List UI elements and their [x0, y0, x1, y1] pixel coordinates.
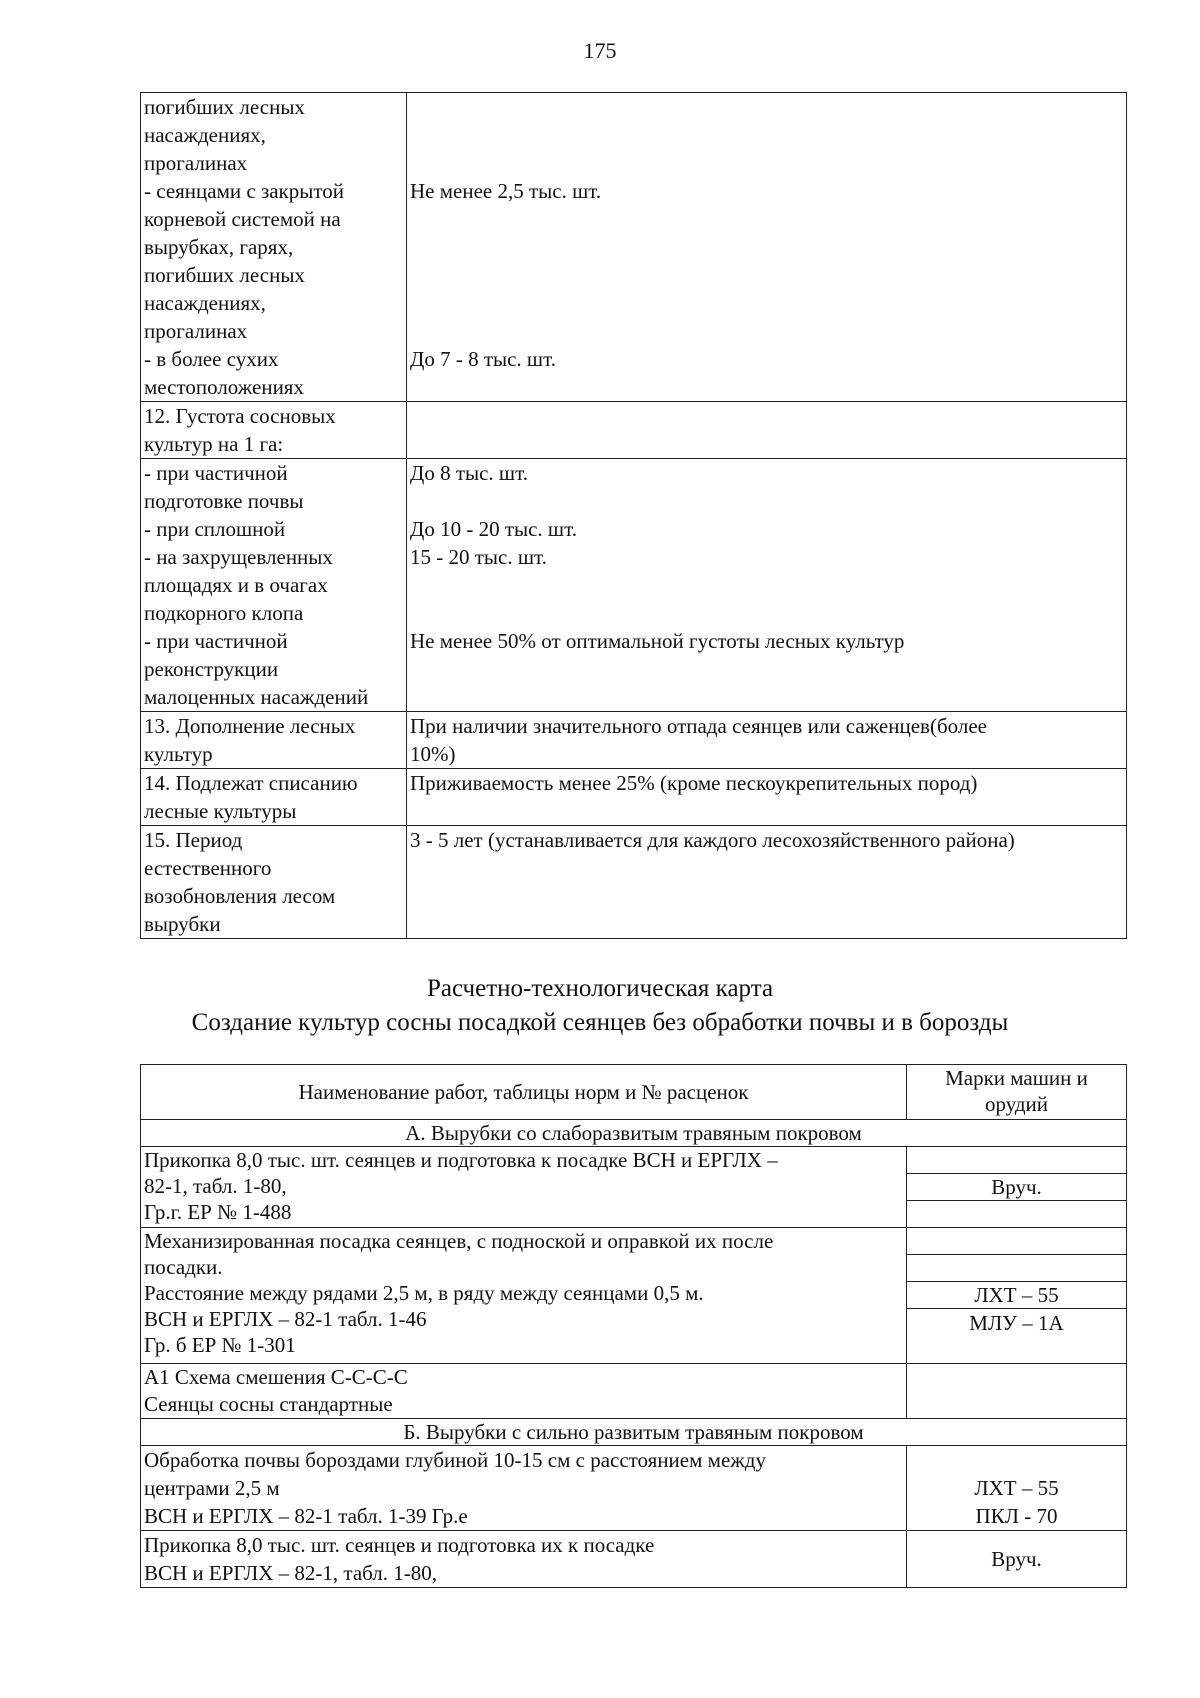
b-row2-machine: Вруч. — [907, 1531, 1127, 1588]
criteria-value-line: До 7 - 8 тыс. шт. — [410, 347, 556, 371]
header-machines: Марки машин и орудий — [907, 1065, 1127, 1120]
criteria-name-cell — [141, 826, 407, 939]
b-row1 — [141, 1446, 1127, 1531]
criteria-name-line: 12. Густота сосновых — [144, 404, 336, 428]
criteria-name-line: вырубках, гарях, — [144, 235, 294, 259]
criteria-name-line: вырубки — [144, 912, 221, 936]
criteria-value-cell — [407, 459, 1127, 712]
criteria-name-line: подготовке почвы — [144, 489, 304, 513]
criteria-table-body — [141, 93, 1127, 939]
criteria-value-line: 3 - 5 лет (устанавливается для каждого лесохозяйственного района) — [410, 828, 1015, 852]
criteria-value-line — [410, 683, 1123, 711]
criteria-value-line — [410, 149, 1123, 177]
b-row2-work: Прикопка 8,0 тыс. шт. сеянцев и подготовка их к посадке ВСН и ЕРГЛХ – 82-1, табл. 1-80, — [141, 1531, 907, 1588]
criteria-name-line: - при частичной — [144, 629, 288, 653]
tech-map-header-row — [141, 1065, 1127, 1120]
criteria-name-line: - при частичной — [144, 461, 288, 485]
criteria-name-line: насаждениях, — [144, 123, 266, 147]
criteria-name-line: малоценных насаждений — [144, 685, 369, 709]
a-row1-machine-blank2 — [907, 1201, 1127, 1228]
a-row1-work: Прикопка 8,0 тыс. шт. сеянцев и подготовка к посадке ВСН и ЕРГЛХ – 82-1, табл. 1-80, Гр.г. ЕР № 1-488 — [141, 1147, 907, 1228]
a-row1-machine: Вруч. — [907, 1174, 1127, 1201]
criteria-name-line: прогалинах — [144, 319, 248, 343]
criteria-name-line: прогалинах — [144, 151, 248, 175]
a-row2-machine2: МЛУ – 1А — [907, 1309, 1127, 1364]
criteria-value-line — [410, 317, 1123, 345]
section-b-title: Б. Вырубки с сильно развитым травяным покровом — [141, 1419, 1127, 1446]
a-row3-machine-blank — [907, 1364, 1127, 1419]
criteria-name-cell — [141, 712, 407, 769]
criteria-name-cell — [141, 93, 407, 402]
criteria-value-cell — [407, 769, 1127, 826]
criteria-name-line: культур — [144, 742, 213, 766]
criteria-value-line — [410, 487, 1123, 515]
criteria-name-line: насаждениях, — [144, 291, 266, 315]
criteria-value-cell — [407, 826, 1127, 939]
criteria-value-line — [410, 93, 1123, 121]
criteria-name-line: площадях и в очагах — [144, 573, 328, 597]
criteria-value-line — [410, 599, 1123, 627]
page-number: 175 — [583, 38, 617, 63]
criteria-name-line: - в более сухих — [144, 347, 279, 371]
criteria-row — [141, 93, 1127, 402]
criteria-value-line — [410, 854, 1123, 882]
criteria-name-line: возобновления лесом — [144, 884, 336, 908]
criteria-name-line: 13. Дополнение лесных — [144, 714, 356, 738]
criteria-value-line: При наличии значительного отпада сеянцев или саженцев(более — [410, 714, 987, 738]
criteria-name-line: - сеянцами с закрытой — [144, 179, 345, 203]
a-row3-work: А1 Схема смешения С-С-С-С Сеянцы сосны стандартные — [141, 1364, 907, 1419]
criteria-name-cell — [141, 769, 407, 826]
criteria-row — [141, 402, 1127, 459]
criteria-value-cell — [407, 93, 1127, 402]
criteria-value-line: Не менее 50% от оптимальной густоты лесных культур — [410, 629, 905, 653]
criteria-name-line: - на захрущевленных — [144, 545, 333, 569]
criteria-value-line — [410, 910, 1123, 938]
b-row1-work: Обработка почвы бороздами глубиной 10-15 см с расстоянием между центрами 2,5 м ВСН и ЕРГЛХ – 82-1 табл. 1-39 Гр.е — [141, 1446, 907, 1531]
criteria-name-line: 14. Подлежат списанию — [144, 771, 358, 795]
criteria-name-line: естественного — [144, 856, 272, 880]
a-row3 — [141, 1364, 1127, 1419]
a-row1-machine-blank — [907, 1147, 1127, 1174]
criteria-value-line: Не менее 2,5 тыс. шт. — [410, 179, 602, 203]
criteria-name-line: реконструкции — [144, 657, 279, 681]
criteria-value-line: До 8 тыс. шт. — [410, 461, 528, 485]
criteria-value-line — [410, 402, 1123, 430]
criteria-row — [141, 459, 1127, 712]
criteria-name-line: погибших лесных — [144, 263, 305, 287]
criteria-value-line — [410, 571, 1123, 599]
criteria-row — [141, 712, 1127, 769]
criteria-value-line: Приживаемость менее 25% (кроме пескоукрепительных пород) — [410, 771, 978, 795]
criteria-value-line — [410, 233, 1123, 261]
a-row2-machine-blank — [907, 1228, 1127, 1255]
criteria-value-line — [410, 205, 1123, 233]
criteria-row — [141, 769, 1127, 826]
criteria-value-cell — [407, 712, 1127, 769]
a-row2 — [141, 1228, 1127, 1255]
tech-map-subtitle: Создание культур сосны посадкой сеянцев без обработки почвы и в борозды — [191, 1009, 1009, 1036]
a-row1 — [141, 1147, 1127, 1174]
a-row2-machine-blank2 — [907, 1255, 1127, 1282]
b-row2 — [141, 1531, 1127, 1588]
a-row2-machine1: ЛХТ – 55 — [907, 1282, 1127, 1309]
criteria-value-line: 10%) — [410, 742, 456, 766]
section-a-title: А. Вырубки со слаборазвитым травяным покровом — [141, 1120, 1127, 1147]
tech-map-table — [140, 1064, 1127, 1588]
tech-map-title: Расчетно-технологическая карта — [426, 975, 774, 1002]
criteria-value-line — [410, 882, 1123, 910]
criteria-name-line: лесные культуры — [144, 799, 297, 823]
criteria-name-line: погибших лесных — [144, 95, 305, 119]
criteria-value-cell — [407, 402, 1127, 459]
b-row1-machines: ЛХТ – 55 ПКЛ - 70 — [907, 1446, 1127, 1531]
section-b-row — [141, 1419, 1127, 1446]
criteria-value-line — [410, 289, 1123, 317]
header-work-name: Наименование работ, таблицы норм и № расценок — [141, 1065, 907, 1120]
criteria-value-line — [410, 261, 1123, 289]
criteria-row — [141, 826, 1127, 939]
criteria-name-cell — [141, 459, 407, 712]
criteria-value-line — [410, 655, 1123, 683]
criteria-name-line: культур на 1 га: — [144, 432, 284, 456]
criteria-value-line: 15 - 20 тыс. шт. — [410, 545, 547, 569]
criteria-table — [140, 92, 1127, 939]
a-row2-work: Механизированная посадка сеянцев, с подноской и оправкой их после посадки. Расстояние между рядами 2,5 м, в ряду между сеянцами 0,5 м. ВСН и ЕРГЛХ – 82-1 табл. 1-46 Гр. б ЕР № 1-301 — [141, 1228, 907, 1364]
criteria-value-line — [410, 121, 1123, 149]
criteria-name-cell — [141, 402, 407, 459]
criteria-name-line: местоположениях — [144, 375, 304, 399]
criteria-name-line: 15. Период — [144, 828, 243, 852]
criteria-value-line: До 10 - 20 тыс. шт. — [410, 517, 577, 541]
criteria-name-line: - при сплошной — [144, 517, 286, 541]
criteria-name-line: корневой системой на — [144, 207, 341, 231]
criteria-value-line — [410, 430, 1123, 458]
criteria-value-line — [410, 373, 1123, 401]
criteria-value-line — [410, 797, 1123, 825]
criteria-name-line: подкорного клопа — [144, 601, 304, 625]
section-a-row — [141, 1120, 1127, 1147]
